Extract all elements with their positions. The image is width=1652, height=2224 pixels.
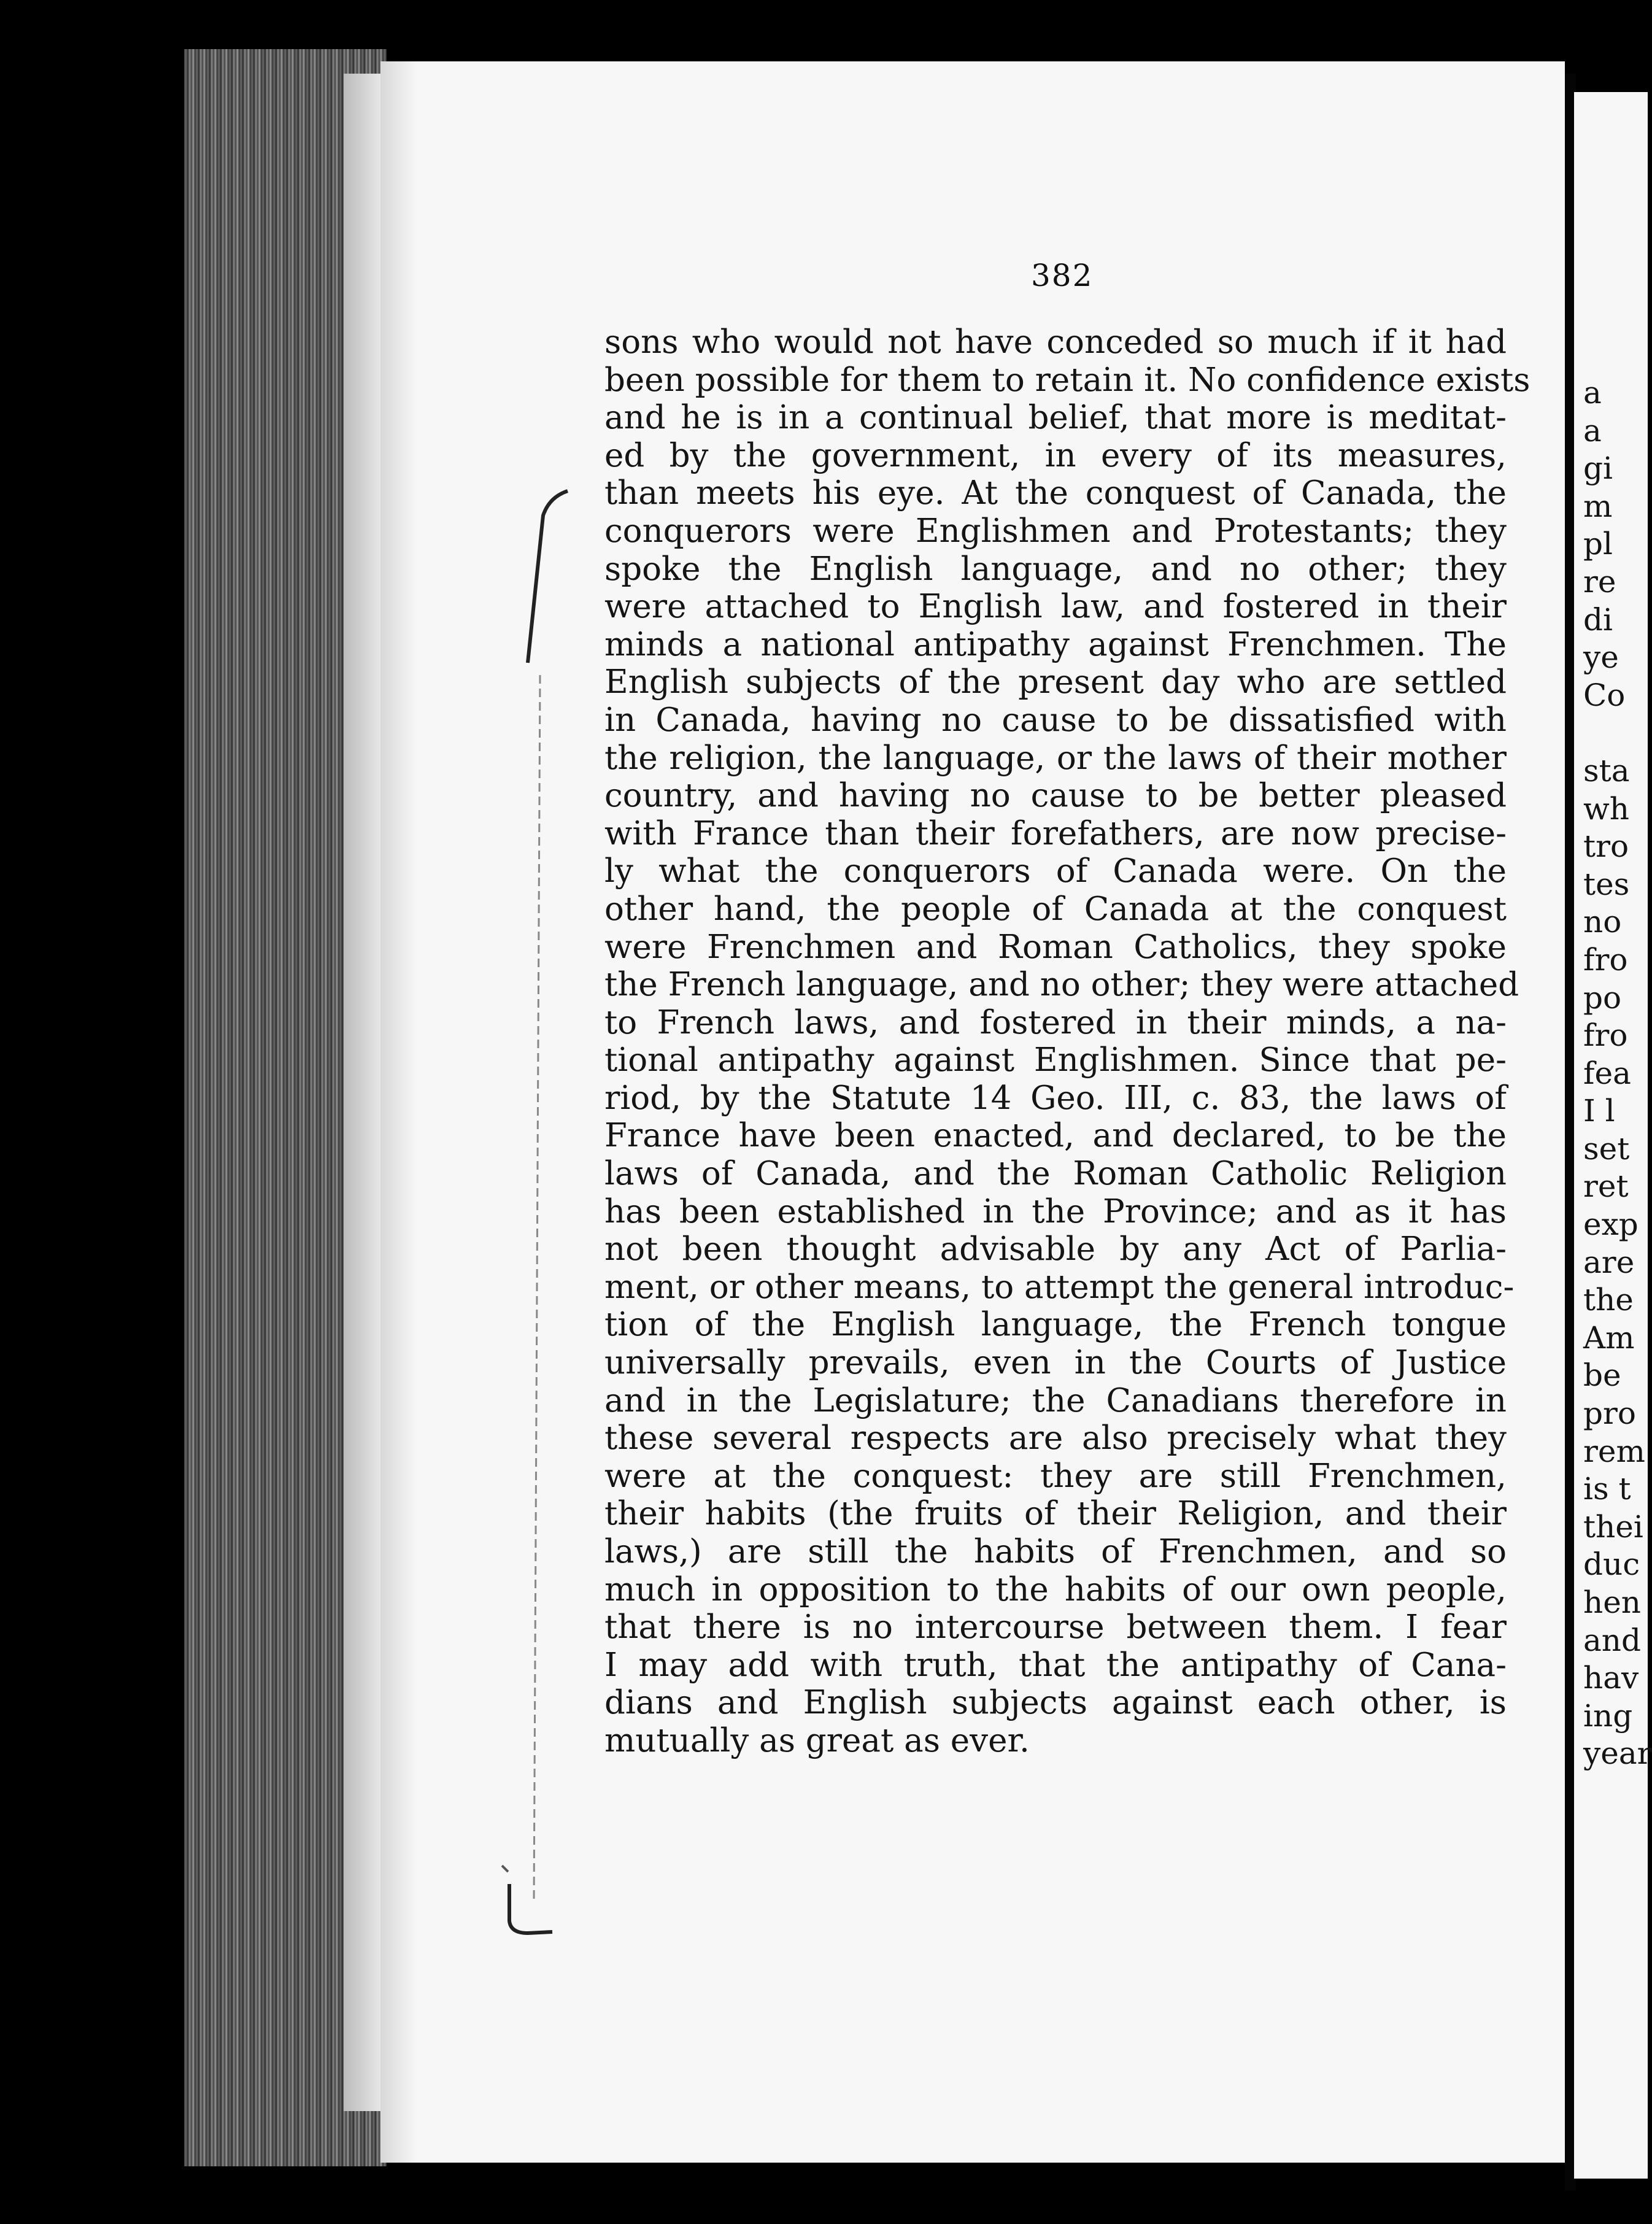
facing-text-fragment: sta (1583, 752, 1630, 789)
facing-text-fragment: be (1583, 1357, 1621, 1394)
text-line: country, and having no cause to be better pleased (604, 777, 1507, 815)
facing-text-fragment: wh (1583, 790, 1629, 827)
text-line: the religion, the language, or the laws of their mother (604, 739, 1507, 777)
text-line: laws,) are still the habits of Frenchmen, and so (604, 1533, 1507, 1570)
text-line: to French laws, and fostered in their minds, a na- (604, 1003, 1507, 1041)
facing-text-fragment: thei (1583, 1508, 1643, 1545)
page-number: 382 (1031, 258, 1094, 293)
facing-text-fragment: hav (1583, 1660, 1639, 1696)
facing-text-fragment: rem (1583, 1433, 1645, 1469)
margin-line (534, 675, 540, 1902)
facing-text-fragment: ing (1583, 1697, 1633, 1734)
facing-text-fragment: year (1583, 1736, 1652, 1772)
text-line: with France than their forefathers, are now precise- (604, 814, 1507, 852)
facing-text-fragment: exp (1583, 1207, 1638, 1243)
text-line: mutually as great as ever. (604, 1721, 1030, 1759)
text-line: minds a national antipathy against Frenchmen. The (604, 625, 1507, 663)
text-line: ment, or other means, to attempt the general introduc- (604, 1268, 1515, 1306)
facing-text-fragment: re (1583, 563, 1616, 600)
facing-text-fragment: tes (1583, 866, 1630, 902)
facing-text-fragment: the (1583, 1282, 1634, 1318)
text-line: tional antipathy against Englishmen. Since that pe- (604, 1041, 1507, 1079)
facing-text-fragment: no (1583, 904, 1622, 940)
text-line: were at the conquest: they are still Frenchmen, (604, 1457, 1507, 1495)
text-line: been possible for them to retain it. No confidence exists (604, 361, 1530, 399)
facing-text-fragment: I l (1583, 1093, 1615, 1129)
text-line: were attached to English law, and fostered in their (604, 588, 1507, 626)
margin-tick (502, 1866, 508, 1872)
text-line: France have been enacted, and declared, to be the (604, 1117, 1507, 1155)
facing-text-fragment: hen (1583, 1585, 1641, 1620)
text-line: not been thought advisable by any Act of Parlia- (604, 1230, 1507, 1268)
text-line: the French language, and no other; they were attached (604, 966, 1519, 1004)
facing-text-fragment: and (1583, 1622, 1642, 1658)
facing-text-fragment: is t (1583, 1471, 1631, 1507)
text-line: ly what the conquerors of Canada were. On the (604, 852, 1507, 890)
facing-text-fragment: ye (1583, 639, 1619, 676)
text-line: sons who would not have conceded so much if it had (604, 323, 1507, 361)
text-line: other hand, the people of Canada at the conquest (604, 890, 1507, 928)
facing-text-fragment: Am (1583, 1319, 1635, 1356)
facing-text-fragment: fea (1583, 1055, 1631, 1091)
text-line: and in the Legislature; the Canadians therefore in (604, 1381, 1507, 1419)
facing-text-fragment: set (1583, 1130, 1630, 1167)
text-line: has been established in the Province; and as it has (604, 1192, 1507, 1230)
facing-text-fragment: pro (1583, 1396, 1637, 1432)
facing-text-fragment: tro (1583, 828, 1629, 865)
text-line: were Frenchmen and Roman Catholics, they spoke (604, 928, 1507, 966)
text-line: in Canada, having no cause to be dissatisfied with (604, 701, 1507, 739)
text-line: ed by the government, in every of its measures, (604, 436, 1507, 474)
margin-bracket-top (528, 491, 568, 663)
facing-text-fragment: gi (1583, 450, 1613, 487)
facing-text-fragment: ret (1583, 1168, 1629, 1205)
text-line: dians and English subjects against each other, is (604, 1684, 1507, 1722)
facing-text-fragment: are (1583, 1244, 1635, 1280)
text-line: English subjects of the present day who are settled (604, 663, 1507, 701)
facing-text-fragment: duc (1583, 1546, 1640, 1583)
text-line: tion of the English language, the French tongue (604, 1306, 1507, 1344)
facing-text-fragment: pl (1583, 526, 1613, 562)
text-line: universally prevails, even in the Courts of Justice (604, 1344, 1507, 1382)
facing-text-fragment: Co (1583, 677, 1626, 713)
facing-text-fragment: m (1583, 488, 1613, 524)
text-line: their habits (the fruits of their Religion, and their (604, 1495, 1507, 1533)
text-line: spoke the English language, and no other; they (604, 550, 1507, 588)
margin-bracket-bottom (509, 1884, 552, 1933)
facing-text-fragment: po (1583, 979, 1622, 1016)
facing-text-fragment: di (1583, 601, 1613, 638)
text-line: I may add with truth, that the antipathy of Cana- (604, 1646, 1507, 1684)
text-line: riod, by the Statute 14 Geo. III, c. 83, the laws of (604, 1079, 1507, 1117)
text-line: these several respects are also precisely what they (604, 1419, 1507, 1458)
facing-text-fragment: fro (1583, 941, 1628, 978)
text-line: than meets his eye. At the conquest of Canada, the (604, 474, 1507, 512)
facing-text-fragment: a (1583, 375, 1602, 411)
text-line: and he is in a continual belief, that more is meditat- (604, 399, 1507, 437)
text-line: conquerors were Englishmen and Protestants; they (604, 512, 1507, 550)
facing-text-fragment: fro (1583, 1017, 1628, 1054)
text-line: laws of Canada, and the Roman Catholic Religion (604, 1155, 1507, 1193)
facing-text-fragment: a (1583, 412, 1602, 449)
text-line: much in opposition to the habits of our own people, (604, 1570, 1507, 1608)
text-line: that there is no intercourse between them. I fear (604, 1608, 1507, 1647)
